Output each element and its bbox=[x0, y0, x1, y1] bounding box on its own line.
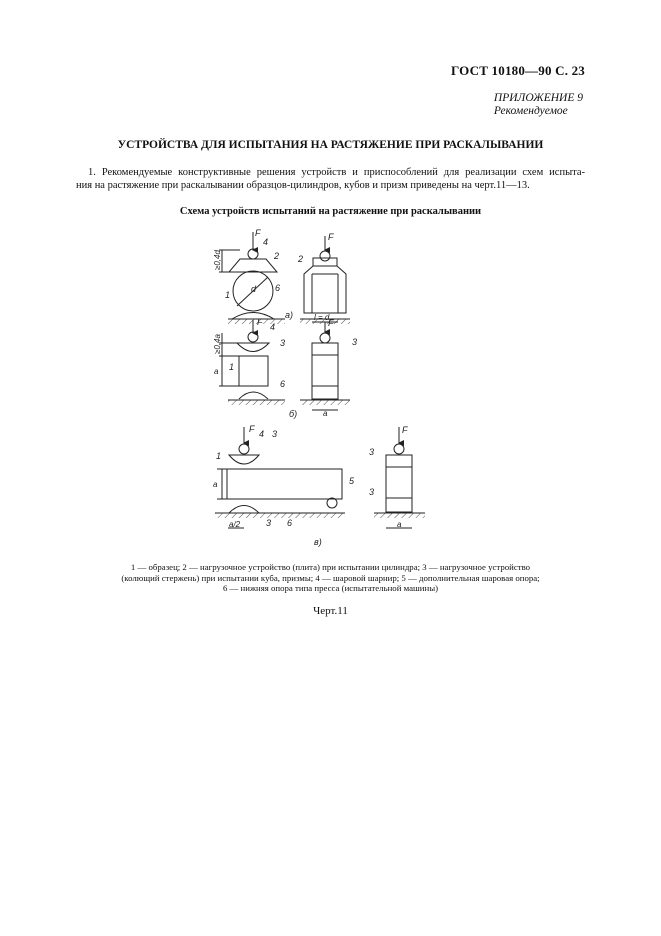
label-2: 2 bbox=[274, 251, 280, 261]
label-6: 6 bbox=[280, 379, 286, 389]
fig-b-side bbox=[300, 322, 350, 410]
appendix-status: Рекомендуемое bbox=[493, 105, 568, 117]
label-force: F bbox=[328, 318, 334, 328]
label-dim-a: a bbox=[213, 480, 218, 489]
document-header: ГОСТ 10180—90 С. 23 bbox=[451, 63, 585, 78]
label-l-eq-d: l = d bbox=[314, 313, 330, 322]
label-d: d bbox=[251, 284, 257, 294]
label-dim-a: a bbox=[214, 367, 219, 376]
label-3: 3 bbox=[369, 447, 375, 457]
label-1: 1 bbox=[229, 362, 235, 372]
label-1: 1 bbox=[225, 290, 231, 300]
label-6: 6 bbox=[275, 283, 281, 293]
label-3: 3 bbox=[280, 338, 286, 348]
label-sub-a: а) bbox=[285, 310, 294, 320]
label-4: 4 bbox=[259, 429, 265, 439]
label-force: F bbox=[249, 424, 255, 434]
label-1: 1 bbox=[216, 451, 222, 461]
legend-line-3: 6 — нижняя опора типа пресса (испытательной машины) bbox=[222, 583, 439, 593]
label-4: 4 bbox=[263, 237, 269, 247]
label-dim-a: a bbox=[323, 409, 328, 418]
label-dim-a: a bbox=[397, 520, 402, 529]
label-sub-v: в) bbox=[314, 537, 322, 547]
label-force: F bbox=[257, 317, 263, 327]
appendix-block bbox=[494, 92, 583, 118]
label-4: 4 bbox=[270, 322, 276, 332]
body-paragraph bbox=[76, 166, 585, 192]
label-sub-b: б) bbox=[289, 409, 298, 419]
figure-legend bbox=[70, 562, 591, 594]
label-dim-a2: a/2 bbox=[229, 520, 241, 529]
label-5: 5 bbox=[349, 476, 355, 486]
schema-title: Схема устройств испытаний на растяжение при раскалывании bbox=[179, 206, 482, 217]
label-3: 3 bbox=[369, 487, 375, 497]
paragraph-line-2: ния на растяжение при раскалывании образцов-цилиндров, кубов и призм приведены на черт.11—13. bbox=[76, 180, 530, 191]
paragraph-line-1: 1. Рекомендуемые конструктивные решения устройств и приспособлений для реализации схем испыта- bbox=[88, 167, 585, 178]
label-2: 2 bbox=[298, 254, 304, 264]
label-6: 6 bbox=[287, 518, 293, 528]
legend-line-2: (колющий стержень) при испытании куба, призмы; 4 — шаровой шарнир; 5 — дополнительная шаровая опора; bbox=[121, 572, 540, 583]
label-3: 3 bbox=[272, 429, 278, 439]
label-3: 3 bbox=[266, 518, 272, 528]
fig-v-side bbox=[374, 427, 425, 528]
fig-v-front bbox=[215, 427, 345, 528]
fig-a-front bbox=[219, 232, 285, 324]
label-dim-04d: ≥0,4d bbox=[213, 250, 222, 270]
legend-line-1: 1 — образец; 2 — нагрузочное устройство (плита) при испытании цилиндра; 3 — нагрузочное устройство bbox=[130, 562, 531, 572]
test-device-drawing bbox=[0, 222, 661, 557]
label-force: F bbox=[328, 232, 334, 242]
fig-a-side bbox=[300, 236, 350, 324]
label-force: F bbox=[402, 425, 408, 435]
figure-caption: Черт.11 bbox=[313, 605, 348, 617]
label-dim-04a: ≥0,4a bbox=[213, 334, 222, 354]
label-force: F bbox=[255, 228, 261, 238]
appendix-label: ПРИЛОЖЕНИЕ 9 bbox=[493, 92, 583, 104]
label-3: 3 bbox=[352, 337, 358, 347]
section-title: УСТРОЙСТВА ДЛЯ ИСПЫТАНИЯ НА РАСТЯЖЕНИЕ ПРИ РАСКАЛЫВАНИИ bbox=[117, 139, 544, 151]
